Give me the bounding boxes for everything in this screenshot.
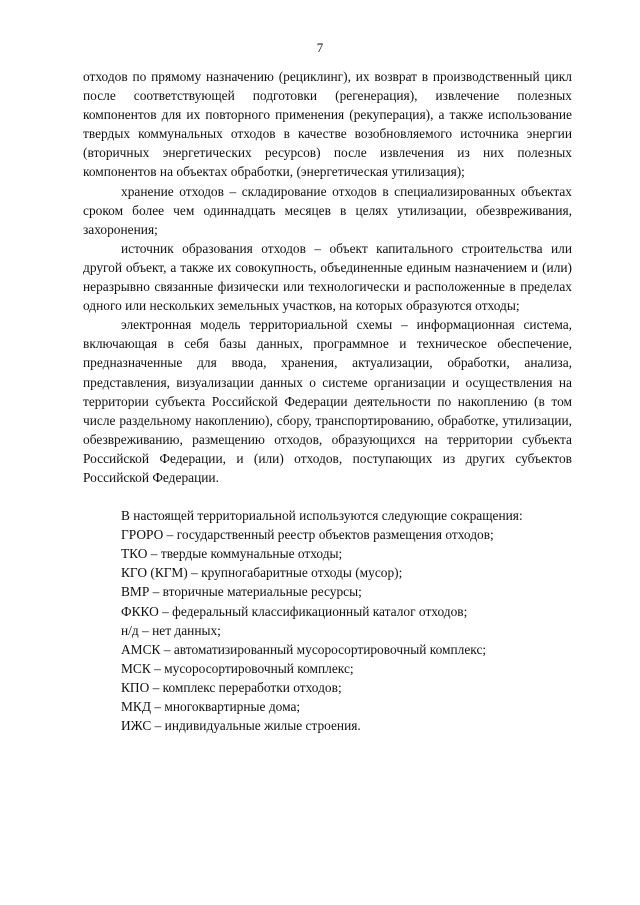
abbreviation-item: МСК – мусоросортировочный комплекс; bbox=[121, 660, 354, 676]
document-body bbox=[83, 67, 572, 735]
abbreviation-item: ИЖС – индивидуальные жилые строения. bbox=[121, 718, 361, 734]
abbreviation-item: ГРОРО – государственный реестр объектов размещения отходов; bbox=[121, 527, 494, 543]
abbreviation-item: н/д – нет данных; bbox=[121, 622, 221, 638]
page-number: 7 bbox=[316, 40, 324, 55]
abbreviation-item: АМСК – автоматизированный мусоросортировочный комплекс; bbox=[121, 641, 487, 657]
abbreviation-item: ТКО – твердые коммунальные отходы; bbox=[121, 546, 343, 562]
paragraph-electronic-model-definition: электронная модель территориальной схемы – информационная система, включающая в себя базы данных, программное и техническое обеспечение, предназначенные для ввода, хранения, актуализации, обработки, анализа, представления, визуализации данных о системе организации и осуществления на территории субъекта Российской Федерации деятельности по накоплению (в том числе раздельному накоплению), сбору, транспортированию, обработке, утилизации, обезвреживанию, размещению отходов, образующихся на территории субъекта Российской Федерации, и (или) отходов, поступающих из других субъектов Российской Федерации. bbox=[83, 317, 572, 485]
abbreviation-item: КГО (КГМ) – крупногабаритные отходы (мусор); bbox=[121, 565, 403, 581]
abbreviation-item: МКД – многоквартирные дома; bbox=[121, 699, 301, 714]
section-spacer bbox=[83, 487, 572, 506]
abbreviation-item: ВМР – вторичные материальные ресурсы; bbox=[121, 584, 362, 600]
abbreviation-item: КПО – комплекс переработки отходов; bbox=[121, 679, 342, 695]
paragraph-recycling: отходов по прямому назначению (рециклинг), их возврат в производственный цикл после соответствующей подготовки (регенерация), извлечение полезных компонентов для их повторного применения (рекуперация), а также использование твердых коммунальных отходов в качестве возобновляемого источника энергии (вторичных энергетических ресурсов) после извлечения из них полезных компонентов на объектах обработки, (энергетическая утилизация); bbox=[83, 69, 572, 180]
abbreviations-list bbox=[83, 525, 572, 735]
paragraph-storage-definition: хранение отходов – складирование отходов в специализированных объектах сроком более чем одиннадцать месяцев в целях утилизации, обезвреживания, захоронения; bbox=[83, 183, 572, 237]
abbreviations-intro: В настоящей территориальной используются следующие сокращения: bbox=[121, 508, 523, 524]
paragraph-waste-source-definition: источник образования отходов – объект капитального строительства или другой объект, а также их совокупность, объединенные единым назначением и (или) неразрывно связанные физически или технологически и расположенные в пределах одного или нескольких земельных участков, на которых образуются отходы; bbox=[83, 240, 572, 314]
abbreviation-item: ФККО – федеральный классификационный каталог отходов; bbox=[121, 603, 468, 619]
